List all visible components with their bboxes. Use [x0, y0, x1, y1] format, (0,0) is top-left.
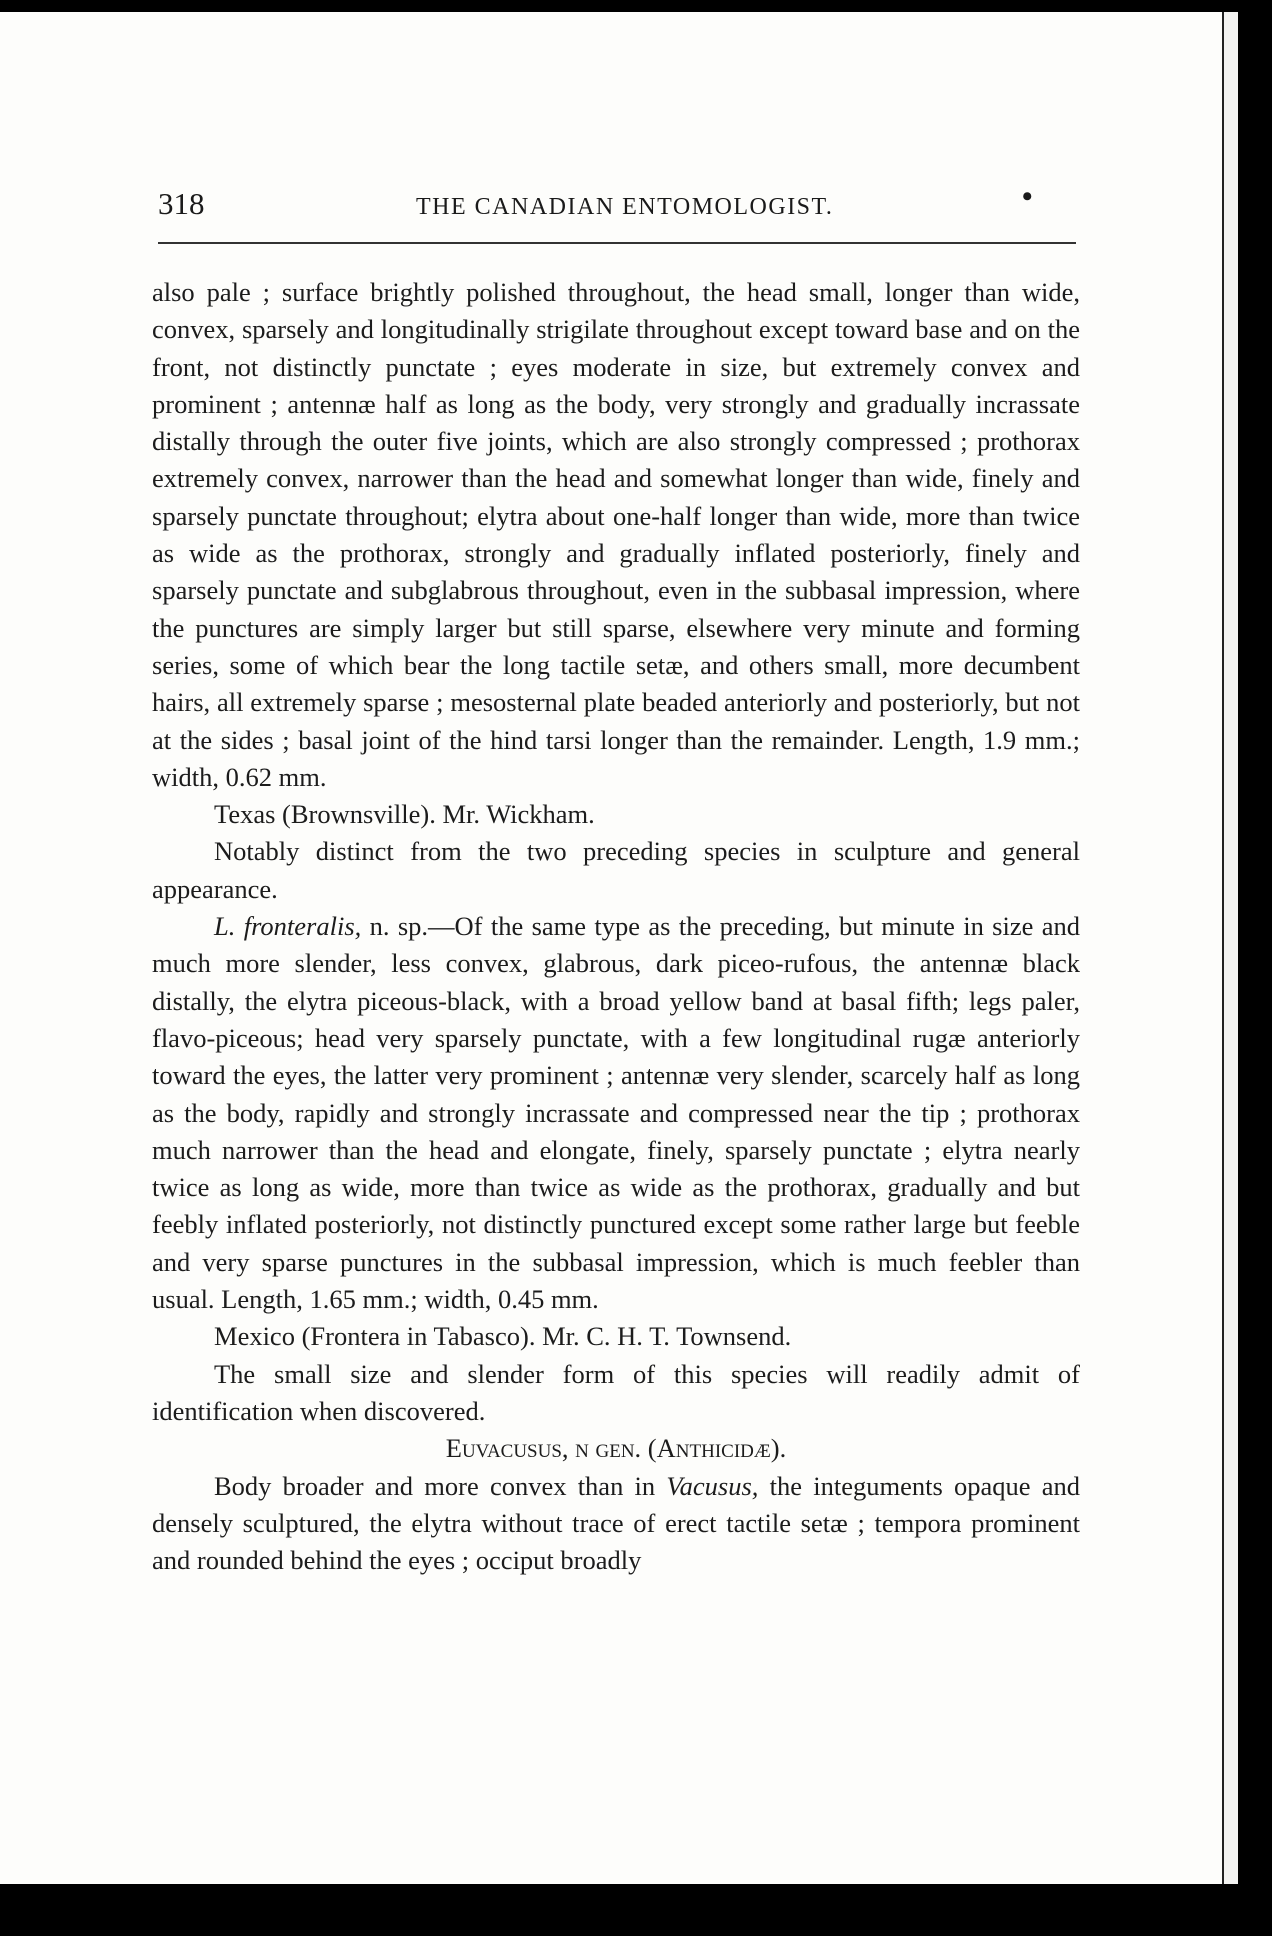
species-description: n. sp.—Of the same type as the preceding, but minute in size and much more slender, less convex, glabrous, dark piceo-rufous, the antennæ black distally, the elytra piceous-black, with a broad yellow band at basal fifth; legs paler, flavo-piceous; head very sparsely punctate, with a few longitudinal rugæ anteriorly toward the eyes, the latter very prominent ; antennæ very slender, scarcely half as long as the body, rapidly and strongly incrassate and compressed near the tip ; prothorax much narrower than the head and elongate, finely, sparsely punctate ; elytra nearly twice as long as wide, more than twice as wide as the prothorax, gradually and but feebly inflated posteriorly, not distinctly punctured except some rather large but feeble and very sparse punctures in the subbasal impression, which is much feebler than usual. Length, 1.65 mm.; width, 0.45 mm. [152, 911, 1080, 1315]
book-page [0, 12, 1222, 1884]
locality-paragraph-2: Mexico (Frontera in Tabasco). Mr. C. H. T. Townsend. [214, 1321, 792, 1352]
species-name: L. fronteralis, [214, 911, 362, 942]
genus-paragraph [152, 1468, 1080, 1580]
genus-text-rest: the integuments opaque and densely sculptured, the elytra without trace of erect tactile setæ ; tempora prominent and rounded behind the eyes ; occiput broadly [152, 1470, 1080, 1576]
genus-text-start: Body broader and more convex than in [214, 1470, 667, 1501]
header-rule [158, 242, 1076, 244]
remark-paragraph-2: The small size and slender form of this species will readily admit of identification when discovered. [152, 1358, 1080, 1426]
running-head: THE CANADIAN ENTOMOLOGIST. [416, 194, 834, 220]
remark-paragraph: Notably distinct from the two preceding species in sculpture and general appearance. [152, 836, 1080, 904]
species-paragraph [152, 908, 1080, 1318]
genus-name: Vacusus, [666, 1470, 759, 1501]
genus-heading: Euvacusus, n gen. (Anthicidæ). [445, 1433, 787, 1464]
header-mark: • [1022, 180, 1033, 213]
article-body [152, 274, 1080, 1579]
page-header [158, 180, 1078, 230]
next-page-edge [1222, 12, 1238, 1884]
page-number: 318 [158, 186, 205, 221]
description-paragraph: also pale ; surface brightly polished throughout, the head small, longer than wide, convex, sparsely and longitudinally strigilate throughout except toward base and on the front, not distinctly punctate ; eyes moderate in size, but extremely convex and prominent ; antennæ half as long as the body, very strongly and gradually incrassate distally through the outer five joints, which are also strongly compressed ; prothorax extremely convex, narrower than the head and somewhat longer than wide, finely and sparsely punctate throughout; elytra about one-half longer than wide, more than twice as wide as the prothorax, strongly and gradually inflated posteriorly, finely and sparsely punctate and subglabrous throughout, even in the subbasal impression, where the punctures are simply larger but still sparse, elsewhere very minute and forming series, some of which bear the long tactile setæ, and others small, more decumbent hairs, all extremely sparse ; mesosternal plate beaded anteriorly and posteriorly, but not at the sides ; basal joint of the hind tarsi longer than the remainder. Length, 1.9 mm.; width, 0.62 mm. [152, 277, 1080, 792]
locality-paragraph: Texas (Brownsville). Mr. Wickham. [214, 799, 595, 830]
